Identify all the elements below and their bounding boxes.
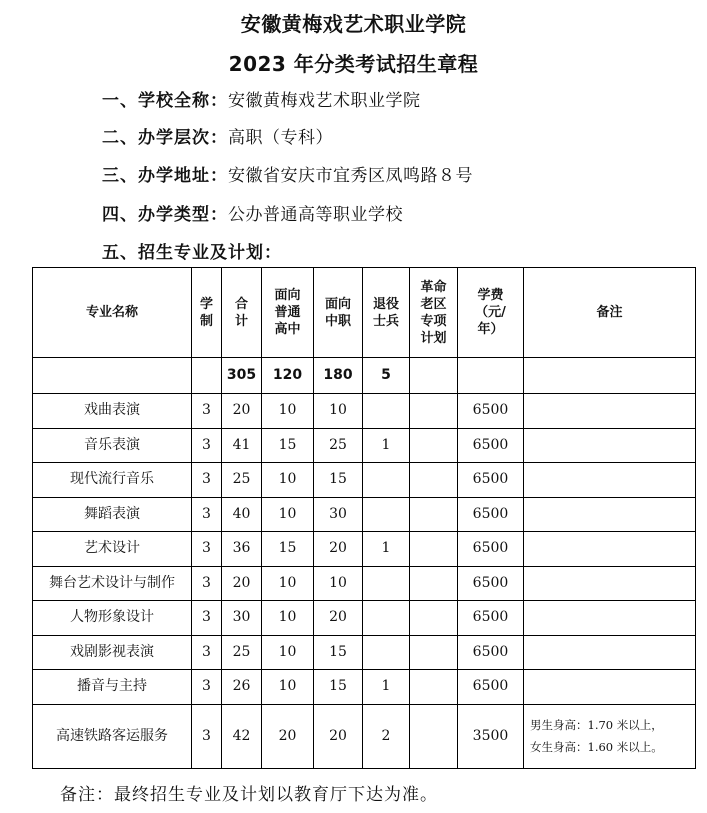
table-cell xyxy=(192,358,222,394)
table-cell: 10 xyxy=(262,394,314,429)
table-cell xyxy=(410,601,458,636)
remark-female-height: 女生身高：1.60 米以上。 xyxy=(530,740,663,754)
table-cell: 音乐表演 xyxy=(33,428,192,463)
header-vocational: 面向中职 xyxy=(314,268,363,358)
table-cell: 20 xyxy=(222,566,262,601)
table-row xyxy=(33,670,696,705)
table-cell: 180 xyxy=(314,358,363,394)
header-tuition: 学费（元/年） xyxy=(458,268,524,358)
table-cell: 26 xyxy=(222,670,262,705)
table-row xyxy=(33,497,696,532)
table-cell: 现代流行音乐 xyxy=(33,463,192,498)
document-title: 安徽黄梅戏艺术职业学院 xyxy=(240,12,467,36)
table-cell xyxy=(363,463,410,498)
table-cell: 30 xyxy=(222,601,262,636)
table-cell: 10 xyxy=(262,601,314,636)
table-cell xyxy=(524,463,696,498)
remark-male-height: 男生身高：1.70 米以上， xyxy=(530,718,663,732)
table-cell: 3 xyxy=(192,428,222,463)
table-cell: 305 xyxy=(222,358,262,394)
info-school-type xyxy=(102,200,403,225)
table-cell: 戏曲表演 xyxy=(33,394,192,429)
table-cell: 10 xyxy=(262,670,314,705)
table-cell xyxy=(524,601,696,636)
info-label: 一、学校全称： xyxy=(102,91,228,111)
table-cell xyxy=(524,532,696,567)
table-cell xyxy=(410,704,458,768)
table-cell xyxy=(524,358,696,394)
info-value: 安徽黄梅戏艺术职业学院 xyxy=(228,91,421,111)
table-cell: 6500 xyxy=(458,670,524,705)
table-cell xyxy=(410,635,458,670)
table-row xyxy=(33,635,696,670)
table-cell xyxy=(524,635,696,670)
info-school-address xyxy=(102,161,473,186)
table-cell xyxy=(524,428,696,463)
table-cell: 3 xyxy=(192,497,222,532)
table-cell: 10 xyxy=(314,394,363,429)
table-cell xyxy=(363,601,410,636)
table-cell xyxy=(410,566,458,601)
table-cell xyxy=(524,394,696,429)
header-remarks: 备注 xyxy=(524,268,696,358)
info-value: 公办普通高等职业学校 xyxy=(228,205,403,225)
table-cell: 30 xyxy=(314,497,363,532)
table-cell: 42 xyxy=(222,704,262,768)
table-cell xyxy=(410,532,458,567)
table-cell: 6500 xyxy=(458,497,524,532)
table-cell: 10 xyxy=(314,566,363,601)
header-high-school: 面向普通高中 xyxy=(262,268,314,358)
header-revolutionary-area: 革命老区专项计划 xyxy=(410,268,458,358)
table-cell: 播音与主持 xyxy=(33,670,192,705)
table-cell: 15 xyxy=(314,463,363,498)
table-cell: 6500 xyxy=(458,566,524,601)
table-cell xyxy=(410,497,458,532)
header-total: 合计 xyxy=(222,268,262,358)
info-enrollment-plan xyxy=(102,238,282,263)
table-row xyxy=(33,394,696,429)
table-header-row xyxy=(33,268,696,358)
info-label: 二、办学层次： xyxy=(102,128,228,148)
table-cell: 6500 xyxy=(458,428,524,463)
remark-height-requirement xyxy=(524,704,696,768)
table-cell: 3 xyxy=(192,566,222,601)
header-duration: 学制 xyxy=(192,268,222,358)
table-cell: 20 xyxy=(314,704,363,768)
table-cell: 20 xyxy=(222,394,262,429)
table-cell xyxy=(458,358,524,394)
table-cell: 6500 xyxy=(458,394,524,429)
table-cell xyxy=(363,635,410,670)
table-cell: 3 xyxy=(192,704,222,768)
table-cell: 3 xyxy=(192,394,222,429)
table-cell xyxy=(524,566,696,601)
table-cell xyxy=(363,566,410,601)
info-school-name xyxy=(102,86,421,111)
table-cell: 3 xyxy=(192,601,222,636)
table-cell: 41 xyxy=(222,428,262,463)
table-cell: 15 xyxy=(314,670,363,705)
table-cell xyxy=(363,394,410,429)
table-cell: 10 xyxy=(262,497,314,532)
table-cell: 6500 xyxy=(458,532,524,567)
header-major-name: 专业名称 xyxy=(33,268,192,358)
table-cell xyxy=(524,497,696,532)
table-cell xyxy=(410,463,458,498)
table-cell xyxy=(410,428,458,463)
table-cell: 3 xyxy=(192,635,222,670)
table-cell xyxy=(410,358,458,394)
info-label: 三、办学地址： xyxy=(102,166,228,186)
table-cell: 10 xyxy=(262,463,314,498)
table-cell: 3500 xyxy=(458,704,524,768)
table-row xyxy=(33,428,696,463)
table-cell: 6500 xyxy=(458,601,524,636)
table-cell: 2 xyxy=(363,704,410,768)
table-row xyxy=(33,566,696,601)
info-school-level xyxy=(102,123,333,148)
table-cell: 6500 xyxy=(458,635,524,670)
table-cell: 25 xyxy=(222,463,262,498)
table-row xyxy=(33,704,696,768)
table-cell: 120 xyxy=(262,358,314,394)
footer-note: 备注：最终招生专业及计划以教育厅下达为准。 xyxy=(60,785,438,805)
table-cell: 1 xyxy=(363,428,410,463)
table-cell: 舞台艺术设计与制作 xyxy=(33,566,192,601)
table-row xyxy=(33,463,696,498)
table-cell: 20 xyxy=(314,532,363,567)
info-label: 四、办学类型： xyxy=(102,205,228,225)
table-cell: 15 xyxy=(262,428,314,463)
info-label: 五、招生专业及计划： xyxy=(102,243,282,263)
table-cell: 5 xyxy=(363,358,410,394)
header-veterans: 退役士兵 xyxy=(363,268,410,358)
table-cell xyxy=(363,497,410,532)
table-cell: 40 xyxy=(222,497,262,532)
info-value: 安徽省安庆市宜秀区凤鸣路８号 xyxy=(228,166,473,186)
table-cell xyxy=(33,358,192,394)
table-cell: 15 xyxy=(262,532,314,567)
table-cell: 1 xyxy=(363,670,410,705)
table-cell: 20 xyxy=(314,601,363,636)
table-cell: 10 xyxy=(262,566,314,601)
table-cell: 6500 xyxy=(458,463,524,498)
table-cell: 人物形象设计 xyxy=(33,601,192,636)
table-cell: 艺术设计 xyxy=(33,532,192,567)
table-row xyxy=(33,601,696,636)
table-cell: 舞蹈表演 xyxy=(33,497,192,532)
table-row xyxy=(33,532,696,567)
info-value: 高职（专科） xyxy=(228,128,333,148)
table-cell xyxy=(410,670,458,705)
table-total-row xyxy=(33,358,696,394)
table-cell: 3 xyxy=(192,532,222,567)
table-cell: 15 xyxy=(314,635,363,670)
table-cell: 20 xyxy=(262,704,314,768)
table-cell: 25 xyxy=(314,428,363,463)
table-cell: 高速铁路客运服务 xyxy=(33,704,192,768)
table-cell: 1 xyxy=(363,532,410,567)
table-cell: 10 xyxy=(262,635,314,670)
document-subtitle: 2023 年分类考试招生章程 xyxy=(228,52,479,76)
table-cell xyxy=(524,670,696,705)
table-cell: 25 xyxy=(222,635,262,670)
enrollment-plan-table xyxy=(32,267,696,769)
table-cell: 戏剧影视表演 xyxy=(33,635,192,670)
table-cell: 3 xyxy=(192,670,222,705)
table-cell xyxy=(410,394,458,429)
table-cell: 36 xyxy=(222,532,262,567)
table-cell: 3 xyxy=(192,463,222,498)
